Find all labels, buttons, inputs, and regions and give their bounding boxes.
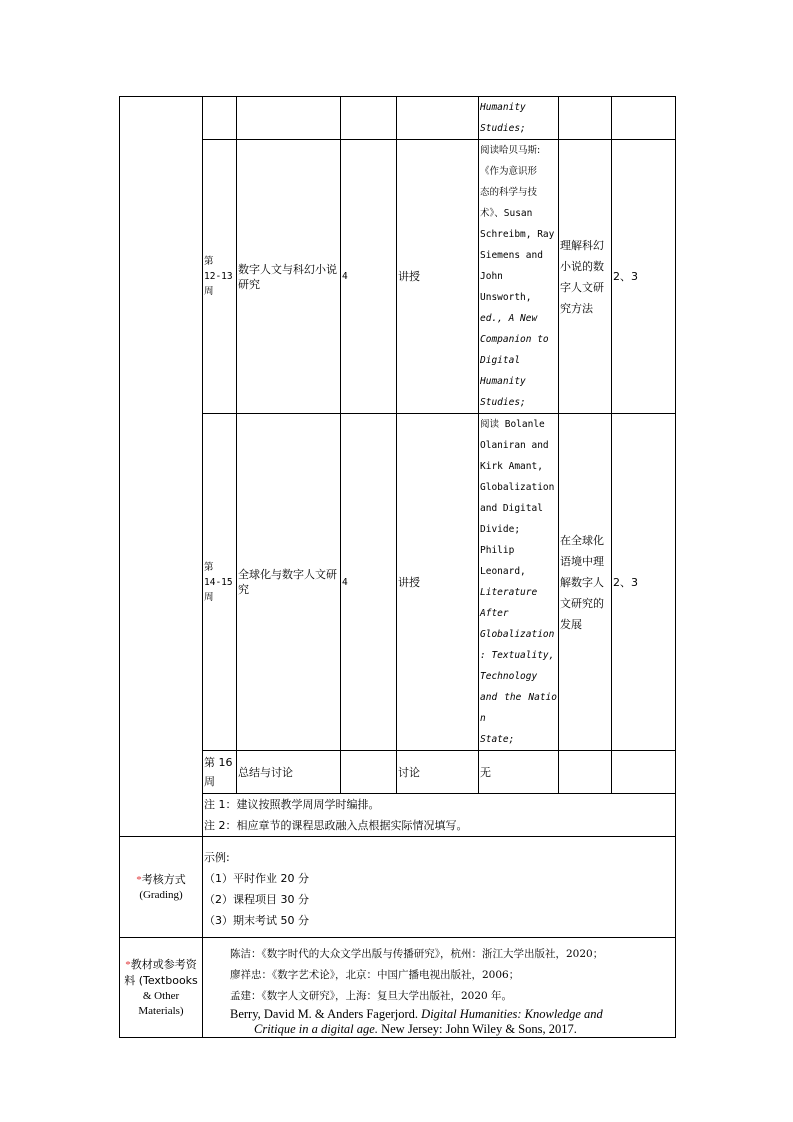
note-2: 注 2：相应章节的课程思政融入点根据实际情况填写。 <box>204 819 468 832</box>
week-cell: 第 16 周 <box>203 751 237 794</box>
method-cell: 讲授 <box>397 414 479 751</box>
hours-cell: 4 <box>341 140 397 414</box>
reading-cell: 阅读 Bolanle Olaniran and Kirk Amant, Globalization and Digital Divide; Philip Leonard, Literature After Globalization : Textuality, Technology and the Nation State; <box>479 414 559 751</box>
table-row <box>120 414 676 751</box>
required-star: * <box>136 873 142 886</box>
materials-content <box>203 938 676 1038</box>
goal-cell: 在全球化语境中理解数字人文研究的发展 <box>559 414 612 751</box>
notes-row <box>120 794 676 837</box>
grading-item: （3）期末考试 50 分 <box>204 914 309 927</box>
reference-item: 孟建：《数字人文研究》，上海：复旦大学出版社，2020 年。 <box>230 990 513 1002</box>
topic-cell: 全球化与数字人文研究 <box>237 414 341 751</box>
week-cell: 第 14-15 周 <box>203 414 237 751</box>
table-row <box>120 140 676 414</box>
schedule-table <box>119 96 676 1038</box>
reference-item: 陈洁：《数字时代的大众文学出版与传播研究》，杭州：浙江大学出版社，2020； <box>230 948 604 960</box>
note-1: 注 1：建议按照教学周周学时编排。 <box>204 798 380 811</box>
grading-content <box>203 837 676 938</box>
method-cell: 讲授 <box>397 140 479 414</box>
grading-item: （2）课程项目 30 分 <box>204 893 309 906</box>
goal-cell: 理解科幻小说的数字人文研究方法 <box>559 140 612 414</box>
grading-row <box>120 837 676 938</box>
reading-cell: 阅读哈贝马斯: 《作为意识形 态的科学与技 术》、Susan Schreibm, Ray Siemens and John Unsworth, ed., A New Companion to Digital Humanity Studies; <box>479 140 559 414</box>
reference-item-en: Berry, David M. & Anders Fagerjord. Digital Humanities: Knowledge and Critique in a digital age. New Jersey: John Wiley & Sons, 2017. <box>230 1007 603 1036</box>
reference-item: 廖祥忠：《数字艺术论》，北京：中国广播电视出版社，2006； <box>230 969 520 981</box>
objective-cell: 2、3 <box>612 414 676 751</box>
objective-cell: 2、3 <box>612 140 676 414</box>
grading-intro: 示例: <box>204 851 230 864</box>
hours-cell: 4 <box>341 414 397 751</box>
required-star: * <box>125 958 131 971</box>
notes-cell <box>203 794 676 837</box>
grading-item: （1）平时作业 20 分 <box>204 872 309 885</box>
materials-row <box>120 938 676 1038</box>
materials-label: *教材或参考资 料 (Textbooks & Other Materials) <box>120 938 203 1038</box>
table-row <box>120 751 676 794</box>
week-cell: 第 12-13 周 <box>203 140 237 414</box>
topic-cell: 总结与讨论 <box>237 751 341 794</box>
method-cell: 讨论 <box>397 751 479 794</box>
reading-line: Studies; <box>480 123 526 134</box>
topic-cell: 数字人文与科幻小说研究 <box>237 140 341 414</box>
table-row <box>120 97 676 140</box>
grading-label: *考核方式 (Grading) <box>120 837 203 938</box>
outer-label-cell <box>120 97 203 837</box>
reading-line: Humanity <box>480 102 526 113</box>
reading-cell <box>479 97 559 140</box>
reading-cell: 无 <box>479 751 559 794</box>
